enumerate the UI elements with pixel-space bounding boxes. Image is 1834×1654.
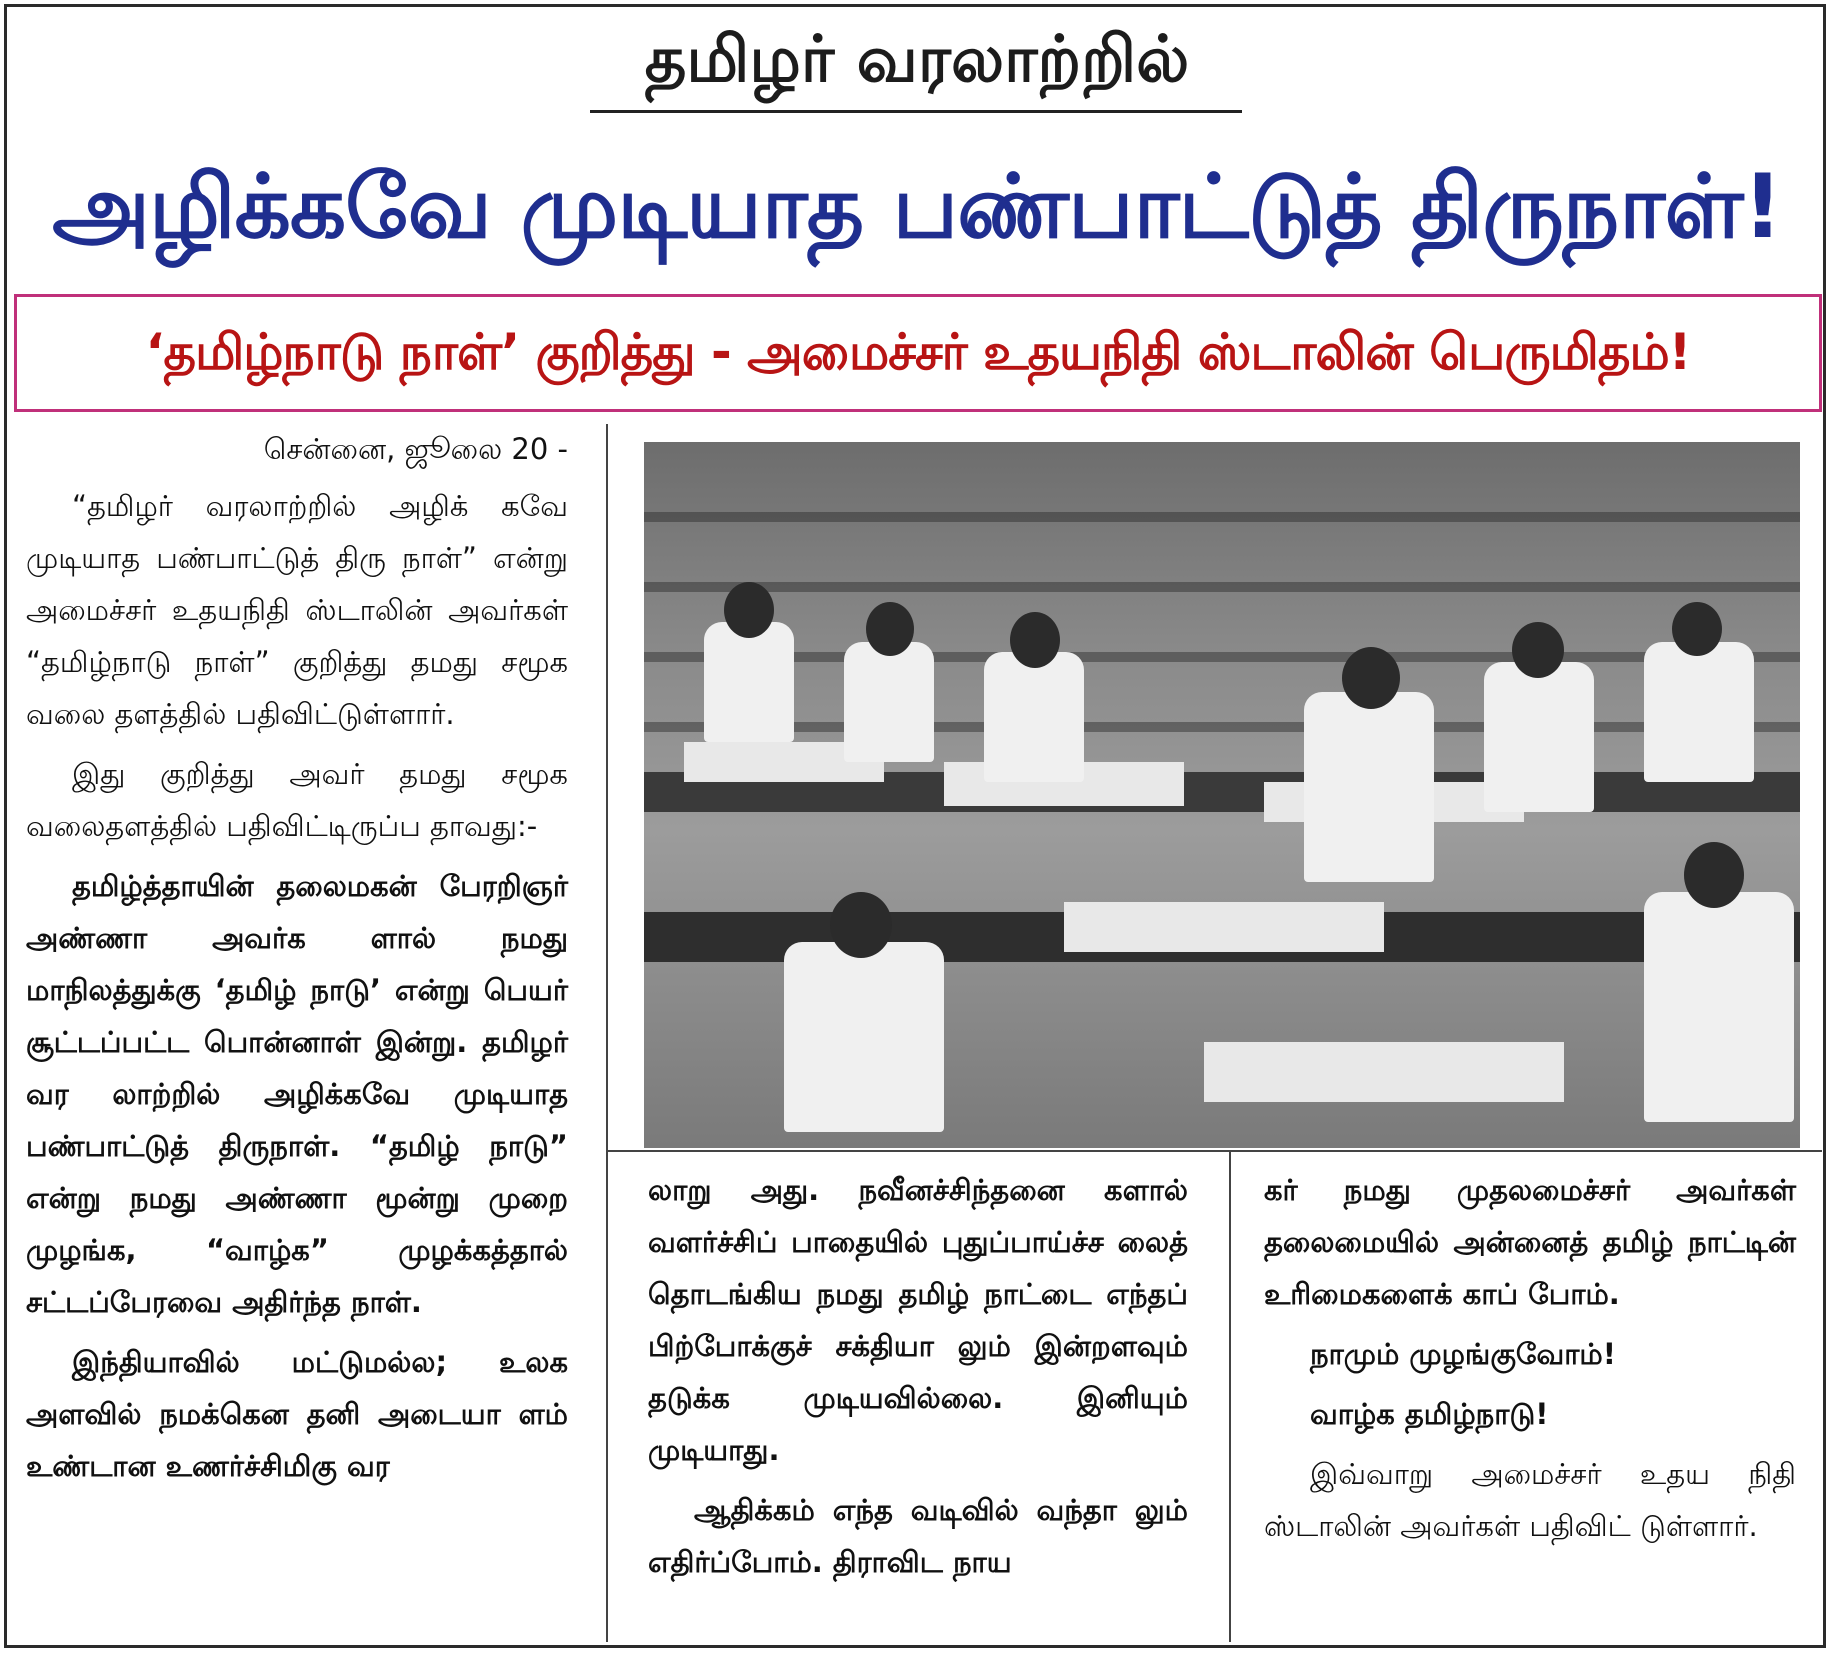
kicker-text: தமிழர் வரலாற்றில் <box>644 23 1190 97</box>
paragraph: இது குறித்து அவர் தமது சமூக வலைதளத்தில் பதிவிட்டிருப்ப தாவது:- <box>26 757 568 843</box>
column-divider-1 <box>606 424 608 1642</box>
column-divider-2 <box>1229 1150 1231 1642</box>
paragraph: இவ்வாறு அமைச்சர் உதய நிதி ஸ்டாலின் அவர்கள் பதிவிட் டுள்ளார். <box>1264 1457 1796 1543</box>
main-headline: அழிக்கவே முடியாத பண்பாட்டுத் திருநாள்! <box>52 155 1782 258</box>
article-column-2 <box>648 1164 1188 1596</box>
paragraph: “தமிழர் வரலாற்றில் அழிக் கவே முடியாத பண்பாட்டுத் திரு நாள்” என்று அமைச்சர் உதயநிதி ஸ்டாலின் அவர்கள் “தமிழ்நாடு நாள்” குறித்து தமது சமூக வலை தளத்தில் பதிவிட்டுள்ளார். <box>26 489 568 731</box>
paragraph: இந்தியாவில் மட்டுமல்ல; உலக அளவில் நமக்கென தனி அடையா ளம் உண்டான உணர்ச்சிமிகு வர <box>26 1345 568 1483</box>
paragraph: ஆதிக்கம் எந்த வடிவில் வந்தா லும் எதிர்ப்போம். திராவிட நாய <box>648 1493 1188 1579</box>
dateline: சென்னை, ஜூலை 20 - <box>263 432 568 466</box>
paragraph: தமிழ்த்தாயின் தலைமகன் பேரறிஞர் அண்ணா அவர்க ளால் நமது மாநிலத்துக்கு ‘தமிழ் நாடு’ என்று பெயர் சூட்டப்பட்ட பொன்னாள் இன்று. தமிழர் வர லாற்றில் அழிக்கவே முடியாத பண்பாட்டுத் திருநாள். “தமிழ் நாடு” என்று நமது அண்ணா மூன்று முறை முழங்க, “வாழ்க” முழக்கத்தால் சட்டப்பேரவை அதிர்ந்த நாள். <box>26 869 568 1319</box>
slogan-line: நாமும் முழங்குவோம்! <box>1310 1337 1616 1371</box>
assembly-photo <box>644 442 1800 1148</box>
kicker-heading <box>0 18 1834 102</box>
slogan-line: வாழ்க தமிழ்நாடு! <box>1310 1397 1549 1431</box>
paragraph: கர் நமது முதலமைச்சர் அவர்கள் தலைமையில் அன்னைத் தமிழ் நாட்டின் உரிமைகளைக் காப் போம். <box>1264 1173 1796 1311</box>
subheadline-text: ‘தமிழ்நாடு நாள்’ குறித்து - அமைச்சர் உதயநிதி ஸ்டாலின் பெருமிதம்! <box>145 323 1691 381</box>
paragraph: லாறு அது. நவீனச்சிந்தனை களால் வளர்ச்சிப் பாதையில் புதுப்பாய்ச்ச லைத் தொடங்கிய நமது தமிழ் நாட்டை எந்தப் பிற்போக்குச் சக்தியா லும் இன்றளவும் தடுக்க முடியவில்லை. இனியும் முடியாது. <box>648 1173 1188 1467</box>
photo-bottom-rule <box>606 1150 1822 1152</box>
subheadline-box <box>14 294 1822 412</box>
article-column-3 <box>1264 1164 1796 1560</box>
article-column-1 <box>26 424 568 1500</box>
kicker-underline <box>590 110 1242 113</box>
